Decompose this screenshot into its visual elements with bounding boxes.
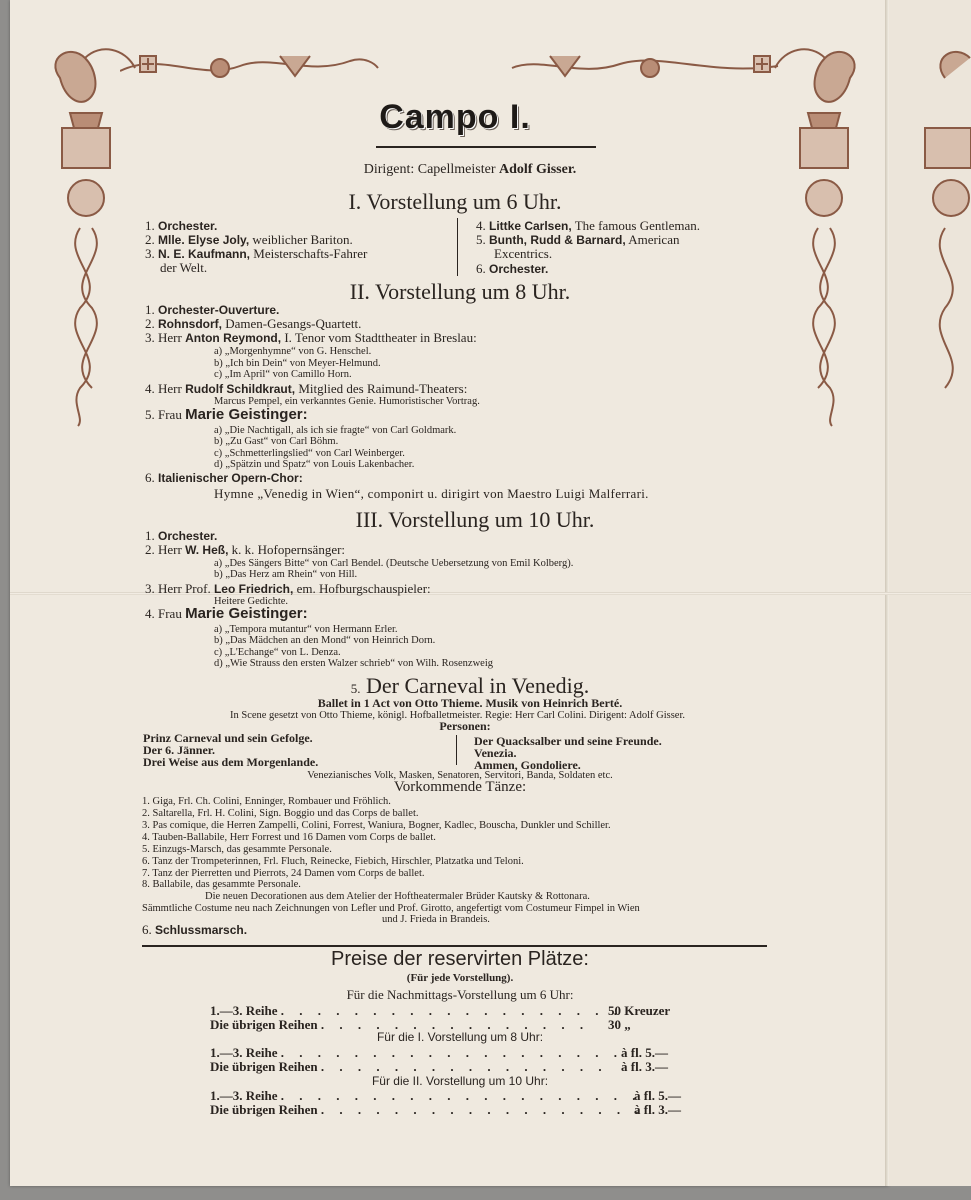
conductor-name: Adolf Gisser.	[499, 162, 577, 177]
ornament-top-right-frieze	[510, 46, 780, 86]
show2-item-4-sub: Marcus Pempel, ein verkanntes Genie. Humoristischer Vortrag.	[214, 396, 480, 407]
cast-right-1: Der Quacksalber und seine Freunde.	[474, 734, 662, 748]
show2-item-3-sub-c: c) „Im April“ von Camillo Horn.	[214, 369, 352, 380]
ornament-top-left-frieze	[120, 46, 380, 86]
show2-item-5: 5. Frau Marie Geistinger:	[145, 406, 308, 423]
ornament-right-column	[770, 38, 870, 428]
conductor-line	[240, 163, 700, 177]
page-title: Campo I.	[379, 98, 531, 136]
show1-item-3-cont: der Welt.	[160, 260, 208, 275]
show3-item-2-sub-b: b) „Das Herz am Rhein“ von Hill.	[214, 569, 358, 580]
show2-item-3-sub-a: a) „Morgenhymne“ von G. Henschel.	[214, 346, 372, 357]
price-row-1-1-value: 50 Kreuzer	[608, 1003, 671, 1018]
price-row-1-1: 1.—3. Reihe . . . . . . . . . . . . . . . . . . .	[210, 1003, 624, 1018]
show1-item-5: 5. Bunth, Rudd & Barnard, American	[476, 232, 680, 247]
show1-item-5-cont: Excentrics.	[494, 246, 553, 261]
prices-top-rule	[142, 945, 767, 947]
show3-item-4-sub-c: c) „L'Echange“ von L. Denza.	[214, 647, 341, 658]
cast-right-3: Ammen, Gondoliere.	[474, 758, 581, 772]
costume-credit-1: Sämmtliche Costume neu nach Zeichnungen von Lefler und Prof. Girotto, angefertigt vom Costumeur Fimpel in Wien	[142, 903, 640, 914]
show3-item-4-sub-b: b) „Das Mädchen an den Mond“ von Heinrich Dorn.	[214, 635, 436, 646]
show2-item-1: 1. Orchester-Ouverture.	[145, 302, 280, 317]
prices-title: Preise der reservirten Plätze:	[331, 948, 589, 970]
title-underline	[376, 146, 596, 148]
price-row-3-1: 1.—3. Reihe . . . . . . . . . . . . . . . . . . . .	[210, 1088, 642, 1103]
dance-7: 7. Tanz der Pierretten und Pierrots, 24 Damen vom Corps de ballet.	[142, 868, 425, 879]
show3-item-4: 4. Frau Marie Geistinger:	[145, 605, 308, 622]
show3-item-5: 5. Der Carneval in Venedig.	[350, 673, 590, 698]
dance-8: 8. Ballabile, das gesammte Personale.	[142, 879, 301, 890]
personen-label: Personen:	[439, 719, 491, 733]
staging-credit: In Scene gesetzt von Otto Thieme, königl. Hofballetmeister. Regie: Herr Carl Colini. Dirigent: Adolf Gisser.	[229, 710, 685, 721]
show3-heading: III. Vorstellung um 10 Uhr.	[355, 507, 595, 532]
show2-heading: II. Vorstellung um 8 Uhr.	[349, 279, 571, 304]
dance-6: 6. Tanz der Trompeterinnen, Frl. Fluch, Reinecke, Fiebich, Hirschler, Platzatka und Teloni.	[142, 856, 524, 867]
show3-item-4-sub-a: a) „Tempora mutantur“ von Hermann Erler.	[214, 624, 398, 635]
show2-item-2: 2. Rohnsdorf, Damen-Gesangs-Quartett.	[145, 316, 362, 331]
show2-item-3: 3. Herr Anton Reymond, I. Tenor vom Stadttheater in Breslau:	[145, 330, 477, 345]
show1-divider	[457, 218, 458, 276]
costume-credit-2: und J. Frieda in Brandeis.	[382, 914, 490, 925]
cast-left-1: Prinz Carneval und sein Gefolge.	[143, 731, 313, 745]
price-row-2-1-value: à fl. 5.—	[621, 1045, 668, 1060]
ballet-credit: Ballet in 1 Act von Otto Thieme. Musik von Heinrich Berté.	[317, 696, 623, 710]
show1-item-2: 2. Mlle. Elyse Joly, weiblicher Bariton.	[145, 232, 353, 247]
cast-more: Venezianisches Volk, Masken, Senatoren, Servitori, Banda, Soldaten etc.	[307, 770, 613, 781]
dance-4: 4. Tauben-Ballabile, Herr Forrest und 16 Damen vom Corps de ballet.	[142, 832, 436, 843]
conductor-label: Dirigent: Capellmeister	[363, 162, 496, 177]
prices-subtitle: (Für jede Vorstellung).	[406, 972, 514, 984]
ornament-next-page	[915, 38, 971, 428]
price-row-2-1: 1.—3. Reihe . . . . . . . . . . . . . . . . . . .	[210, 1045, 624, 1060]
price-row-1-2: Die übrigen Reihen . . . . . . . . . . . . . . .	[210, 1017, 590, 1032]
price-row-2-2-value: à fl. 3.—	[621, 1059, 668, 1074]
price-block-3-heading: Für die II. Vorstellung um 10 Uhr:	[371, 1074, 549, 1088]
price-row-3-1-value: à fl. 5.—	[634, 1088, 681, 1103]
show2-item-5-sub-b: b) „Zu Gast“ von Carl Böhm.	[214, 436, 339, 447]
dance-2: 2. Saltarella, Frl. H. Colini, Sign. Boggio und das Corps de ballet.	[142, 808, 419, 819]
price-row-3-2: Die übrigen Reihen . . . . . . . . . . . . . . . . . .	[210, 1102, 645, 1117]
dance-3: 3. Pas comique, die Herren Zampelli, Colini, Forrest, Waniura, Bogner, Kadlec, Bouscha, Dunkler und Schiller.	[142, 820, 611, 831]
price-row-1-2-value: 30 „	[608, 1017, 631, 1032]
show2-item-3-sub-b: b) „Ich bin Dein“ von Meyer-Helmund.	[214, 358, 381, 369]
show2-item-6-sub: Hymne „Venedig in Wien“, componirt u. dirigirt von Maestro Luigi Malferrari.	[214, 486, 649, 501]
show3-item-6: 6. Schlussmarsch.	[142, 922, 248, 937]
dance-1: 1. Giga, Frl. Ch. Colini, Enninger, Rombauer und Fröhlich.	[142, 796, 391, 807]
show1-item-6: 6. Orchester.	[476, 261, 549, 276]
cast-left-3: Drei Weise aus dem Morgenlande.	[143, 755, 319, 769]
show2-item-5-sub-d: d) „Spätzin und Spatz“ von Louis Lakenbacher.	[214, 459, 415, 470]
show2-item-5-sub-c: c) „Schmetterlingslied“ von Carl Weinberger.	[214, 448, 405, 459]
show1-item-4: 4. Littke Carlsen, The famous Gentleman.	[476, 218, 700, 233]
ornament-left-column	[40, 38, 140, 428]
dance-5: 5. Einzugs-Marsch, das gesammte Personale.	[142, 844, 332, 855]
show1-item-3: 3. N. E. Kaufmann, Meisterschafts-Fahrer	[145, 246, 368, 261]
price-block-1-heading: Für die Nachmittags-Vorstellung um 6 Uhr:	[346, 987, 574, 1002]
cast-left-2: Der 6. Jänner.	[143, 743, 215, 757]
price-row-3-2-value: à fl. 3.—	[634, 1102, 681, 1117]
cast-right-2: Venezia.	[474, 746, 517, 760]
show2-item-4: 4. Herr Rudolf Schildkraut, Mitglied des Raimund-Theaters:	[145, 381, 468, 396]
price-row-2-2: Die übrigen Reihen . . . . . . . . . . . . . . . .	[210, 1059, 608, 1074]
dances-title: Vorkommende Tänze:	[393, 779, 527, 795]
show3-item-2-sub-a: a) „Des Sängers Bitte“ von Carl Bendel. (Deutsche Uebersetzung von Emil Kolberg).	[214, 558, 574, 569]
price-block-2-heading: Für die I. Vorstellung um 8 Uhr:	[376, 1030, 544, 1044]
decor-credit: Die neuen Decorationen aus dem Atelier der Hoftheatermaler Brüder Kautsky & Rottonara.	[205, 891, 590, 902]
show2-item-6: 6. Italienischer Opern-Chor:	[145, 470, 303, 485]
show1-heading: I. Vorstellung um 6 Uhr.	[348, 189, 562, 214]
show3-item-2: 2. Herr W. Heß, k. k. Hofopernsänger:	[145, 542, 346, 557]
cast-divider	[456, 735, 457, 765]
show2-item-5-sub-a: a) „Die Nachtigall, als ich sie fragte“ von Carl Goldmark.	[214, 425, 457, 436]
show1-item-1: 1. Orchester.	[145, 218, 218, 233]
show3-item-4-sub-d: d) „Wie Strauss den ersten Walzer schrieb“ von Wilh. Rosenzweig	[214, 658, 494, 669]
show3-item-3-sub: Heitere Gedichte.	[214, 596, 289, 607]
show3-item-1: 1. Orchester.	[145, 528, 218, 543]
show3-item-3: 3. Herr Prof. Leo Friedrich, em. Hofburgschauspieler:	[145, 581, 431, 596]
